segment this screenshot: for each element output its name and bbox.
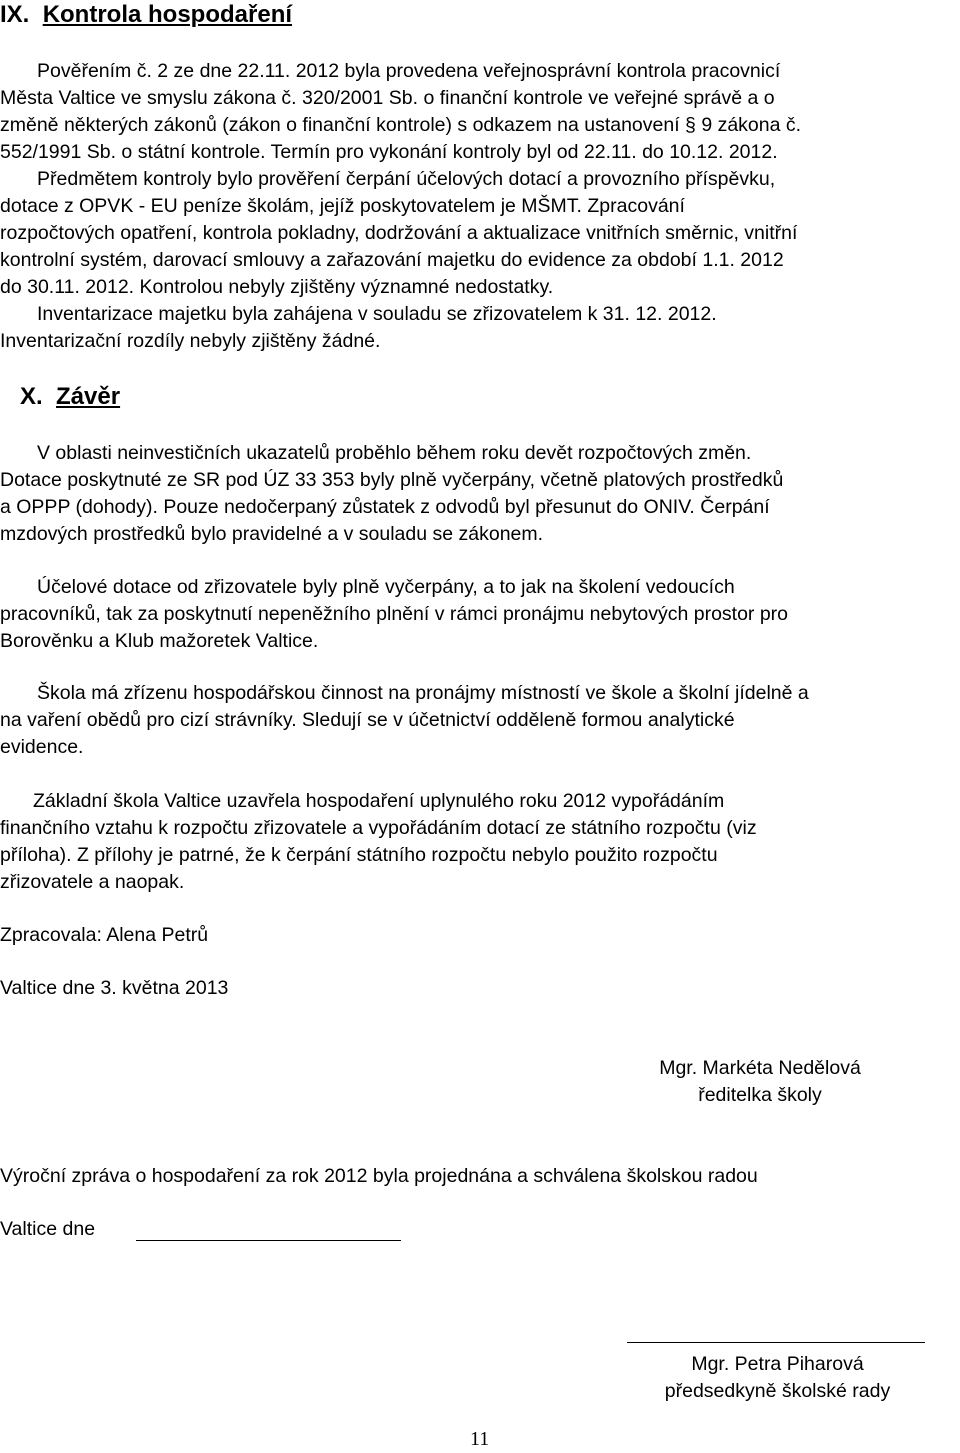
- paragraph-line: zřizovatele a naopak.: [0, 871, 185, 893]
- paragraph-line: evidence.: [0, 736, 84, 758]
- director-signature: [620, 1055, 900, 1109]
- section-9-title: Kontrola hospodaření: [42, 1, 293, 28]
- chair-role: předsedkyně školské rady: [664, 1380, 891, 1402]
- paragraph-line: finančního vztahu k rozpočtu zřizovatele a vypořádáním dotací ze státního rozpočtu (viz: [0, 817, 757, 839]
- section-9-heading: [0, 0, 292, 30]
- place-date: Valtice dne 3. května 2013: [0, 977, 229, 999]
- section-9-line: dotace z OPVK - EU peníze školám, jejíž poskytovatelem je MŠMT. Zpracování: [0, 195, 685, 217]
- section-9-line: Města Valtice ve smyslu zákona č. 320/2001 Sb. o finanční kontrole ve veřejné správě a o: [0, 87, 775, 109]
- section-9-body: [0, 58, 955, 355]
- conclusion-paragraph-3: [0, 680, 958, 761]
- section-10-title: Závěr: [56, 383, 121, 410]
- section-9-line: Pověřením č. 2 ze dne 22.11. 2012 byla provedena veřejnosprávní kontrola pracovnicí: [37, 60, 781, 82]
- paragraph-line: na vaření obědů pro cizí strávníky. Sledují se v účetnictví odděleně formou analytické: [0, 709, 735, 731]
- section-9-line: do 30.11. 2012. Kontrolou nebyly zjištěny významné nedostatky.: [0, 276, 554, 298]
- section-10-number: X.: [20, 383, 43, 410]
- valtice-date-label: Valtice dne: [0, 1218, 96, 1240]
- page-number: 11: [470, 1428, 490, 1450]
- conclusion-paragraph-1: [0, 440, 958, 548]
- approval-statement: Výroční zpráva o hospodaření za rok 2012 byla projednána a schválena školskou radou: [0, 1165, 758, 1187]
- chair-signature-line: [627, 1342, 925, 1343]
- chair-name: Mgr. Petra Piharová: [691, 1353, 864, 1375]
- paragraph-line: Účelové dotace od zřizovatele byly plně vyčerpány, a to jak na školení vedoucích: [37, 576, 735, 598]
- section-9-line: rozpočtových opatření, kontrola pokladny, dodržování a aktualizace vnitřních směrnic, vnitřní: [0, 222, 798, 244]
- paragraph-line: Borověnku a Klub mažoretek Valtice.: [0, 630, 319, 652]
- section-9-line: kontrolní systém, darovací smlouvy a zařazování majetku do evidence za období 1.1. 2012: [0, 249, 784, 271]
- paragraph-line: příloha). Z přílohy je patrné, že k čerpání státního rozpočtu nebylo použito rozpočtu: [0, 844, 718, 866]
- paragraph-line: a OPPP (dohody). Pouze nedočerpaný zůstatek z odvodů byl přesunut do ONIV. Čerpání: [0, 496, 770, 518]
- prepared-by: Zpracovala: Alena Petrů: [0, 924, 209, 946]
- chair-signature: [630, 1351, 925, 1405]
- paragraph-line: pracovníků, tak za poskytnutí nepeněžního plnění v rámci pronájmu nebytových prostor pro: [0, 603, 789, 625]
- section-9-number: IX.: [0, 1, 30, 28]
- paragraph-line: V oblasti neinvestičních ukazatelů proběhlo během roku devět rozpočtových změn.: [37, 442, 752, 464]
- section-10-heading: [20, 382, 120, 412]
- conclusion-paragraph-4: [0, 788, 958, 896]
- section-9-line: změně některých zákonů (zákon o finanční kontrole) s odkazem na ustanovení § 9 zákona č.: [0, 114, 802, 136]
- section-9-line: 552/1991 Sb. o státní kontrole. Termín pro vykonání kontroly byl od 22.11. do 10.12. 2012.: [0, 141, 778, 163]
- paragraph-line: Škola má zřízenu hospodářskou činnost na pronájmy místností ve škole a školní jídelně a: [37, 682, 809, 704]
- director-role: ředitelka školy: [698, 1084, 822, 1106]
- paragraph-line: Dotace poskytnuté ze SR pod ÚZ 33 353 byly plně vyčerpány, včetně platových prostředků: [0, 469, 784, 491]
- conclusion-paragraph-2: [0, 574, 958, 655]
- section-9-line: Inventarizační rozdíly nebyly zjištěny žádné.: [0, 330, 381, 352]
- section-9-line: Předmětem kontroly bylo prověření čerpání účelových dotací a provozního příspěvku,: [37, 168, 776, 190]
- paragraph-line: Základní škola Valtice uzavřela hospodaření uplynulého roku 2012 vypořádáním: [33, 790, 725, 812]
- section-9-line: Inventarizace majetku byla zahájena v souladu se zřizovatelem k 31. 12. 2012.: [37, 303, 717, 325]
- paragraph-line: mzdových prostředků bylo pravidelné a v souladu se zákonem.: [0, 523, 544, 545]
- director-name: Mgr. Markéta Nedělová: [659, 1057, 861, 1079]
- date-blank-line: [136, 1240, 401, 1241]
